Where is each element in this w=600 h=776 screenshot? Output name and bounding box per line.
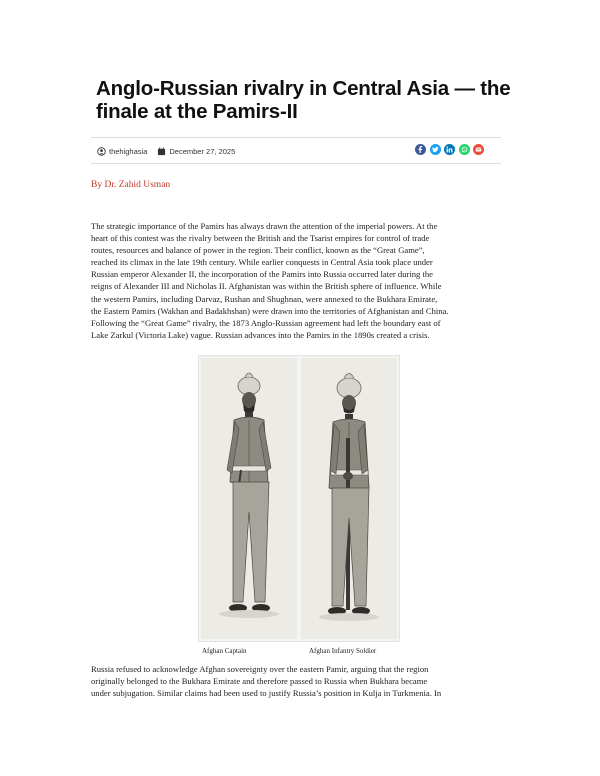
article-figure xyxy=(198,355,400,642)
author-name[interactable]: thehighasia xyxy=(109,146,148,156)
paragraph-line: heart of this contest was the rivalry between the British and the Tsarist empires for control of trade xyxy=(91,233,430,244)
meta-divider-bottom xyxy=(91,163,501,164)
twitter-share-icon[interactable] xyxy=(430,144,441,155)
email-share-icon[interactable] xyxy=(473,144,484,155)
paragraph-line: routes, resources and balance of power in the region. Their conflict, known as the “Great Game”, xyxy=(91,245,425,256)
paragraph-line: The strategic importance of the Pamirs has always drawn the attention of the imperial powers. At the xyxy=(91,221,438,231)
paragraph-line: Russia refused to acknowledge Afghan sovereignty over the eastern Pamir, arguing that the region xyxy=(91,664,429,674)
paragraph-line: Following the “Great Game” rivalry, the 1873 Anglo-Russian agreement had left the boundary east of xyxy=(91,317,441,328)
article-meta xyxy=(97,145,245,157)
paragraph-line: Russian emperor Alexander II, the incorporation of the Pamirs into Russia occurred later during the xyxy=(91,269,433,280)
paragraph-line: Lake Zarkul (Victoria Lake) vague. Russian advances into the Pamirs in the 1890s created a crisis. xyxy=(91,329,430,340)
paragraph-line: reached its climax in the late 19th century. While earlier conquests in Central Asia took place under xyxy=(91,257,433,268)
figure-caption-right: Afghan Infantry Soldier xyxy=(309,647,377,655)
paragraph-line: reigns of Alexander III and Nicholas II. Afghanistan was within the British sphere of influence. While xyxy=(91,281,442,292)
article-byline: By Dr. Zahid Usman xyxy=(91,180,171,190)
figure-caption-left: Afghan Captain xyxy=(202,647,247,655)
afghan-captain-illustration xyxy=(201,358,297,639)
whatsapp-share-icon[interactable] xyxy=(459,144,470,155)
paragraph-line: originally belonged to the Bukhara Emirate and therefore passed to Russia when Bukhara became xyxy=(91,676,428,687)
publish-date: December 27, 2025 xyxy=(169,146,236,156)
paragraph-line: under subjugation. Similar claims had been used to justify Russia’s position in Kulja in Turkmenia. In xyxy=(91,688,442,699)
calendar-icon xyxy=(157,147,166,156)
paragraph-line: the Eastern Pamirs (Wakhan and Badakhshan) were drawn into the territories of Afghanistan and China. xyxy=(91,305,449,316)
paragraph-line: the western Pamirs, including Darvaz, Rushan and Shughnan, were annexed to the Bukhara Emirate, xyxy=(91,293,438,304)
article-paragraph-2 xyxy=(91,663,510,699)
article-title: Anglo-Russian rivalry in Central Asia — the finale at the Pamirs-II xyxy=(96,77,511,123)
user-circle-icon xyxy=(97,147,106,156)
article-paragraph-1 xyxy=(91,220,510,341)
facebook-share-icon[interactable] xyxy=(415,144,426,155)
meta-divider-top xyxy=(91,137,501,138)
afghan-infantry-soldier-illustration xyxy=(301,358,397,639)
linkedin-share-icon[interactable] xyxy=(444,144,455,155)
share-buttons xyxy=(415,144,484,156)
date-meta xyxy=(157,147,235,156)
author-meta[interactable] xyxy=(97,147,147,156)
